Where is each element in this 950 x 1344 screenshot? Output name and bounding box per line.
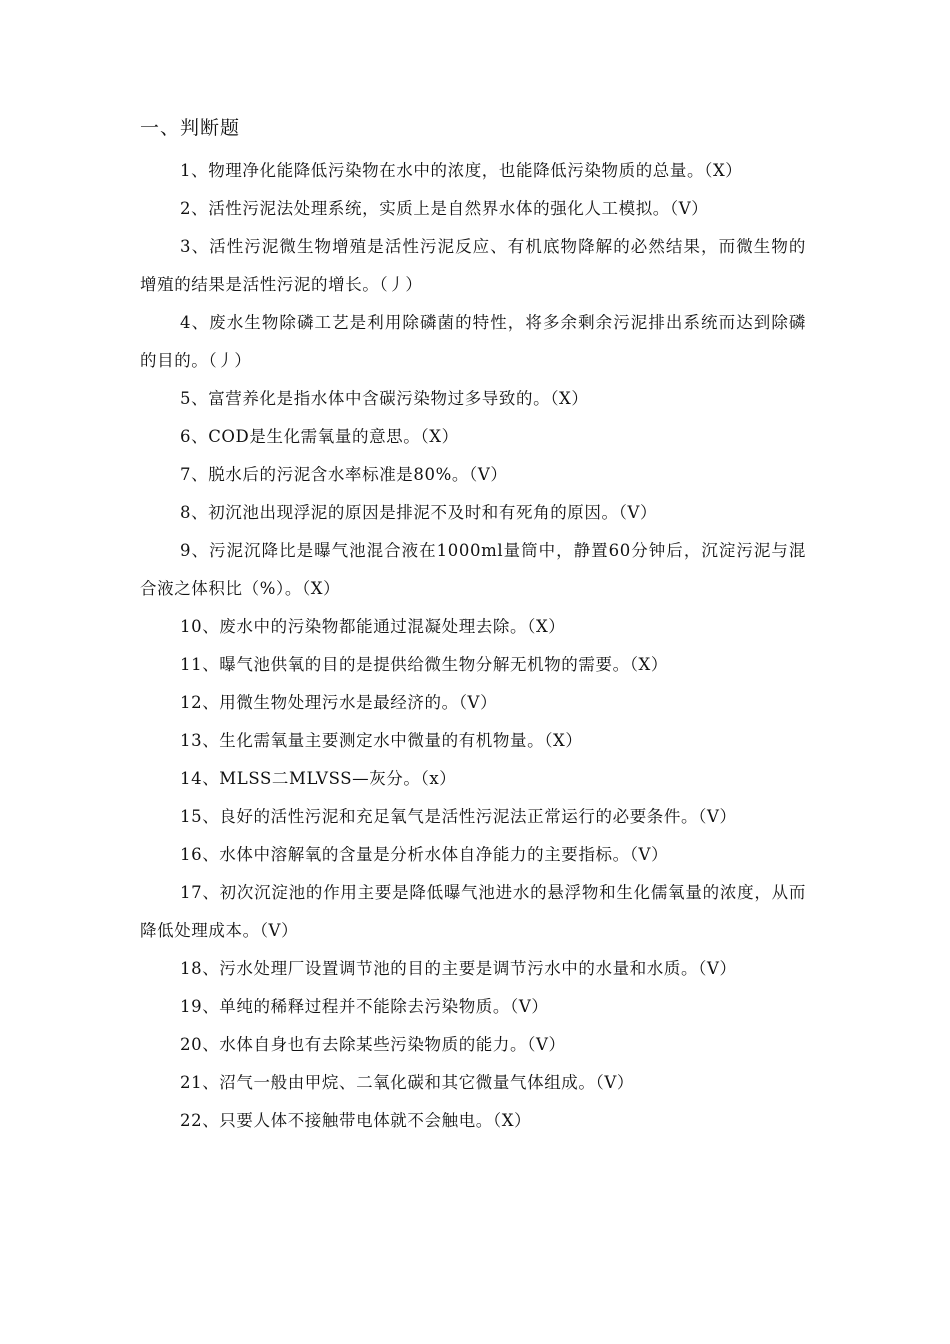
question-answer: （x） (420, 769, 457, 788)
question-number: 17、 (180, 883, 220, 902)
question-item (140, 608, 806, 646)
question-answer: （X） (301, 579, 341, 598)
question-text: 曝气池供氧的目的是提供给微生物分解无机物的需要。 (219, 655, 630, 674)
question-text: 单纯的稀释过程并不能除去污染物质。 (219, 997, 510, 1016)
question-text: 生化需氧量主要测定水中微量的有机物量。 (219, 731, 545, 750)
question-number: 21、 (180, 1073, 220, 1092)
question-item (140, 836, 806, 874)
question-number: 10、 (180, 617, 220, 636)
question-item (140, 304, 806, 380)
question-number: 19、 (180, 997, 220, 1016)
question-number: 22、 (180, 1111, 220, 1130)
question-text: 物理净化能降低污染物在水中的浓度，也能降低污染物质的总量。 (208, 161, 705, 180)
question-number: 6、 (180, 427, 209, 446)
question-item (140, 152, 806, 190)
question-number: 4、 (180, 313, 210, 332)
question-number: 14、 (180, 769, 220, 788)
question-answer: （V） (595, 1073, 634, 1092)
question-number: 8、 (180, 503, 209, 522)
question-text: 水体中溶解氧的含量是分析水体自净能力的主要指标。 (219, 845, 630, 864)
question-item (140, 874, 806, 950)
question-answer: （V） (618, 503, 658, 522)
question-number: 15、 (180, 807, 220, 826)
question-answer: （X） (550, 389, 589, 408)
question-text: 良好的活性污泥和充足氧气是活性污泥法正常运行的必要条件。 (219, 807, 699, 826)
question-item (140, 646, 806, 684)
question-answer: （丿） (208, 351, 252, 370)
question-text: 脱水后的污泥含水率标准是80%。 (208, 465, 469, 484)
question-item (140, 1026, 806, 1064)
question-answer: （X） (420, 427, 459, 446)
question-text: 水体自身也有去除某些污染物质的能力。 (219, 1035, 528, 1054)
question-number: 12、 (180, 693, 220, 712)
question-item (140, 760, 806, 798)
question-answer: （V） (698, 807, 737, 826)
question-answer: （X） (492, 1111, 532, 1130)
question-number: 2、 (180, 199, 209, 218)
question-number: 11、 (180, 655, 220, 674)
question-number: 7、 (180, 465, 209, 484)
question-answer: （V） (629, 845, 669, 864)
question-item (140, 532, 806, 608)
question-answer: （X） (527, 617, 566, 636)
question-text: MLSS二MLVSS—灰分。 (219, 769, 421, 788)
question-answer: （V） (669, 199, 709, 218)
question-number: 13、 (180, 731, 220, 750)
question-answer: （V） (510, 997, 549, 1016)
question-answer: （V） (468, 465, 508, 484)
question-text: 沼气一般由甲烷、二氧化碳和其它微量气体组成。 (219, 1073, 596, 1092)
question-text: 污水处理厂设置调节池的目的主要是调节污水中的水量和水质。 (219, 959, 699, 978)
question-text: 活性污泥法处理系统，实质上是自然界水体的强化人工模拟。 (208, 199, 670, 218)
question-answer: （V） (458, 693, 498, 712)
question-text: 初沉池出现浮泥的原因是排泥不及时和有死角的原因。 (208, 503, 619, 522)
question-number: 16、 (180, 845, 220, 864)
question-list (140, 152, 806, 1140)
question-answer: （X） (629, 655, 668, 674)
question-item (140, 456, 806, 494)
question-answer: （X） (704, 161, 743, 180)
question-text: 污泥沉降比是曝气池混合液在1000ml量筒中，静置60分钟后，沉淀污泥与混合液之体积比（%）。 (140, 541, 806, 598)
question-number: 3、 (180, 237, 210, 256)
question-item (140, 684, 806, 722)
question-number: 9、 (180, 541, 210, 560)
question-text: 活性污泥微生物增殖是活性污泥反应、有机底物降解的必然结果，而微生物的增殖的结果是活性污泥的增长。 (140, 237, 806, 294)
question-answer: （V） (698, 959, 737, 978)
question-answer: （V） (259, 921, 299, 940)
question-item (140, 190, 806, 228)
question-text: 只要人体不接触带电体就不会触电。 (219, 1111, 493, 1130)
question-item (140, 494, 806, 532)
question-item (140, 1102, 806, 1140)
question-number: 1、 (180, 161, 209, 180)
question-text: 用微生物处理污水是最经济的。 (219, 693, 459, 712)
question-text: 废水生物除磷工艺是利用除磷菌的特性，将多余剩余污泥排出系统而达到除磷的目的。 (140, 313, 806, 370)
question-number: 18、 (180, 959, 220, 978)
question-item (140, 418, 806, 456)
question-text: 初次沉淀池的作用主要是降低曝气池进水的悬浮物和生化儒氧量的浓度，从而降低处理成本。 (140, 883, 807, 940)
question-item (140, 988, 806, 1026)
question-text: COD是生化需氧量的意思。 (208, 427, 421, 446)
question-text: 富营养化是指水体中含碳污染物过多导致的。 (208, 389, 551, 408)
question-item (140, 722, 806, 760)
question-text: 废水中的污染物都能通过混凝处理去除。 (219, 617, 528, 636)
question-item (140, 1064, 806, 1102)
question-answer: （X） (544, 731, 583, 750)
question-item (140, 950, 806, 988)
section-title: 一、判断题 (140, 117, 241, 139)
question-item (140, 228, 806, 304)
question-answer: （V） (527, 1035, 566, 1054)
question-answer: （丿） (379, 275, 423, 294)
question-item (140, 798, 806, 836)
question-number: 20、 (180, 1035, 220, 1054)
question-number: 5、 (180, 389, 209, 408)
question-item (140, 380, 806, 418)
